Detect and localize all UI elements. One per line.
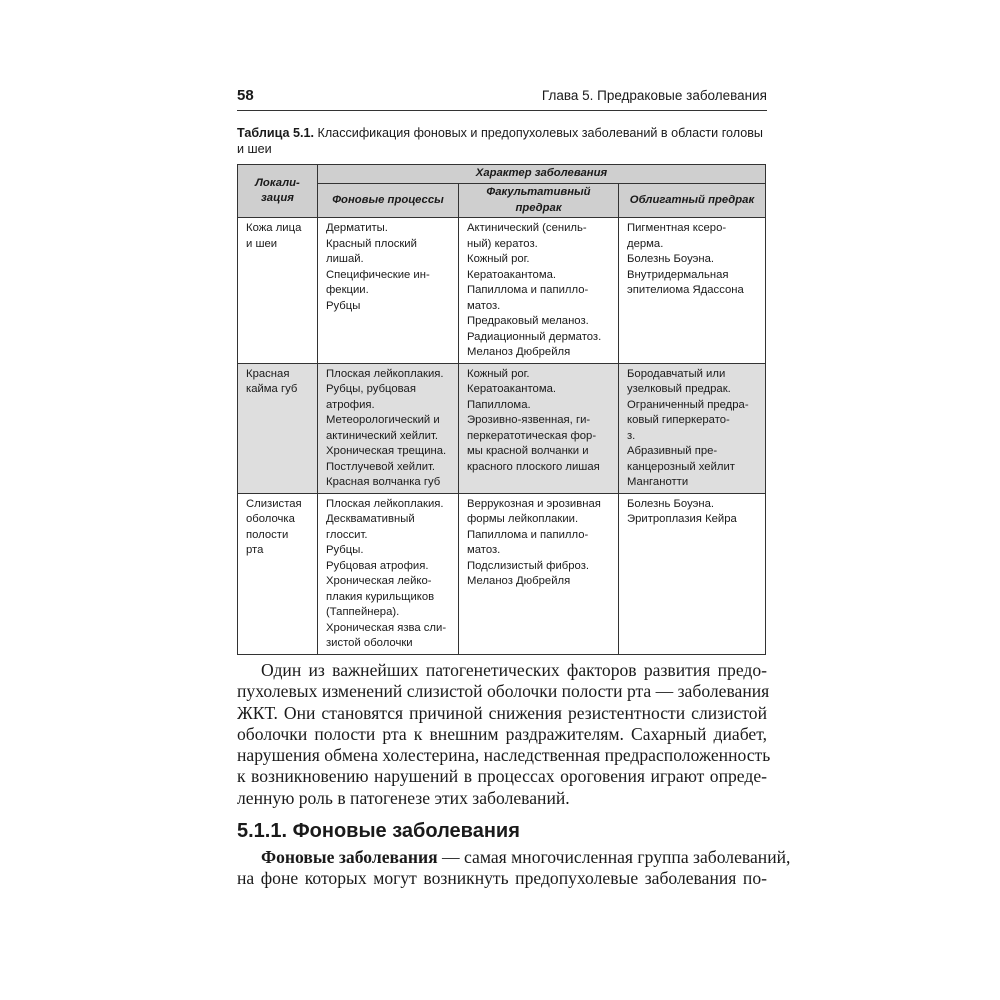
cell-line: Пигментная ксеро- — [627, 222, 727, 234]
cell-line: Болезнь Боуэна. — [627, 253, 715, 265]
cell-line: Абразивный пре- — [627, 445, 718, 457]
cell-line: Метеорологический и — [326, 414, 440, 426]
cell-background-processes — [318, 218, 459, 364]
cell-line: Болезнь Боуэна. — [627, 497, 715, 510]
cell-facultative-precancer — [459, 218, 619, 364]
cell-line: Кожный рог. — [467, 367, 530, 380]
cell-line: плакия курильщиков — [326, 590, 435, 603]
cell-line: Рубцы, рубцовая — [326, 383, 416, 395]
running-title: Глава 5. Предраковые заболевания — [541, 88, 767, 103]
paragraph-line: пухолевых изменений слизистой оболочки полости рта — заболевания — [237, 681, 770, 702]
cell-localization — [238, 363, 318, 493]
cell-line: дерма. — [627, 237, 664, 250]
cell-line: Подслизистый фиброз. — [467, 559, 590, 572]
cell-line: Плоская лейкоплакия. — [326, 367, 444, 380]
paragraph-line: нарушения обмена холестерина, наследственная предрасположенность — [237, 745, 771, 766]
cell-line: Десквамативный — [326, 513, 415, 525]
cell-line: Кожа лица — [246, 222, 302, 234]
cell-line: Актинический (сениль- — [467, 222, 587, 234]
cell-localization — [238, 218, 318, 364]
cell-line: узелковый предрак. — [627, 383, 731, 395]
cell-line: Веррукозная и эрозивная — [467, 497, 601, 510]
cell-line: Радиационный дерматоз. — [467, 330, 602, 343]
cell-line: Кератоакантома. — [467, 268, 557, 281]
cell-line: Хроническая лейко- — [326, 575, 432, 587]
cell-line: ковый гиперкерато- — [627, 414, 730, 426]
cell-line: Рубцы — [326, 299, 361, 312]
cell-line: Предраковый меланоз. — [467, 315, 589, 327]
cell-line: Папиллома и папилло- — [467, 528, 589, 541]
cell-line: Рубцовая атрофия. — [326, 559, 429, 572]
cell-line: Кожный рог. — [467, 253, 530, 265]
cell-line: полости — [246, 528, 289, 541]
cell-line: фекции. — [326, 284, 369, 296]
cell-line: Бородавчатый или — [627, 367, 726, 380]
cell-line: Красная волчанка губ — [326, 476, 441, 488]
cell-line: Папиллома и папилло- — [467, 284, 589, 296]
table-caption — [237, 125, 767, 157]
cell-line: атрофия. — [326, 398, 375, 411]
cell-facultative-precancer — [459, 493, 619, 654]
cell-line: и шеи — [246, 237, 278, 250]
cell-line: Специфические ин- — [326, 268, 430, 281]
table-row — [238, 493, 766, 654]
cell-line: оболочка — [246, 513, 295, 525]
cell-line: Красный плоский — [326, 237, 417, 250]
header-background-processes: Фоновые процессы — [318, 184, 459, 218]
cell-line: Постлучевой хейлит. — [326, 460, 436, 473]
cell-line: Меланоз Дюбрейля — [467, 346, 571, 358]
cell-line: Слизистая — [246, 497, 302, 510]
paragraph-pathogenesis — [237, 660, 771, 809]
cell-line: (Таппейнера). — [326, 606, 400, 618]
cell-facultative-precancer — [459, 363, 619, 493]
cell-line: Плоская лейкоплакия. — [326, 497, 444, 510]
cell-line: Кератоакантома. — [467, 383, 557, 395]
cell-line: Манганотти — [627, 476, 689, 488]
cell-background-processes — [318, 363, 459, 493]
table-caption-label: Таблица 5.1. — [237, 126, 314, 140]
cell-line: рта — [246, 544, 264, 556]
cell-line: эпителиома Ядассона — [627, 284, 744, 296]
cell-obligate-precancer — [619, 218, 766, 364]
header-localization: Локали- зация — [238, 165, 318, 218]
cell-line: красного плоского лишая — [467, 460, 600, 473]
table-row — [238, 218, 766, 364]
cell-line: матоз. — [467, 544, 501, 556]
cell-line: Эритроплазия Кейра — [627, 513, 737, 525]
cell-line: Хроническая язва сли- — [326, 621, 447, 634]
page-header — [237, 86, 767, 111]
defined-term: Фоновые заболевания — [261, 847, 438, 867]
cell-localization — [238, 493, 318, 654]
cell-line: матоз. — [467, 299, 501, 312]
cell-line: зистой оболочки — [326, 637, 413, 649]
cell-line: Красная — [246, 367, 290, 380]
cell-line: лишай. — [326, 253, 364, 265]
table-row — [238, 363, 766, 493]
cell-line: Эрозивно-язвенная, ги- — [467, 414, 591, 426]
cell-line: Дерматиты. — [326, 222, 388, 234]
paragraph-line: Один из важнейших патогенетических факторов развития предо- — [261, 660, 767, 680]
paragraph-line: оболочки полости рта к внешним раздражителям. Сахарный диабет, — [237, 723, 767, 744]
paragraph-background-diseases: Фоновые заболевания — самая многочисленная группа заболеваний, на фоне которых могут возникнуть предопухолевые заболевания по- — [237, 847, 791, 889]
cell-obligate-precancer — [619, 363, 766, 493]
cell-line: глоссит. — [326, 528, 368, 541]
cell-line: перкератотическая фор- — [467, 429, 597, 442]
cell-line: формы лейкоплакии. — [467, 513, 579, 525]
paragraph-line: к возникновению нарушений в процессах ороговения играют опреде- — [237, 766, 767, 787]
cell-background-processes — [318, 493, 459, 654]
cell-obligate-precancer — [619, 493, 766, 654]
cell-line: Ограниченный предра- — [627, 398, 749, 411]
header-disease-character: Характер заболевания — [318, 165, 766, 184]
cell-line: з. — [627, 429, 636, 442]
cell-line: Рубцы. — [326, 544, 364, 556]
cell-line: Меланоз Дюбрейля — [467, 575, 571, 587]
paragraph-line: ленную роль в патогенезе этих заболеваний. — [237, 787, 570, 808]
header-facultative-precancer: Факультативный предрак — [459, 184, 619, 218]
cell-line: кайма губ — [246, 383, 298, 395]
classification-table — [237, 164, 766, 655]
table-caption-text: Классификация фоновых и предопухолевых заболеваний в области головы и шеи — [237, 126, 763, 156]
page-number: 58 — [237, 87, 254, 104]
cell-line: Внутридермальная — [627, 268, 729, 281]
cell-line: канцерозный хейлит — [627, 460, 735, 473]
cell-line: ный) кератоз. — [467, 237, 538, 250]
header-obligate-precancer: Облигатный предрак — [619, 184, 766, 218]
cell-line: Хроническая трещина. — [326, 445, 447, 457]
cell-line: мы красной волчанки и — [467, 445, 589, 457]
paragraph-line: ЖКТ. Они становятся причиной снижения резистентности слизистой — [237, 702, 767, 723]
cell-line: Папиллома. — [467, 398, 531, 411]
cell-line: актинический хейлит. — [326, 429, 438, 442]
section-title: 5.1.1. Фоновые заболевания — [237, 820, 520, 842]
